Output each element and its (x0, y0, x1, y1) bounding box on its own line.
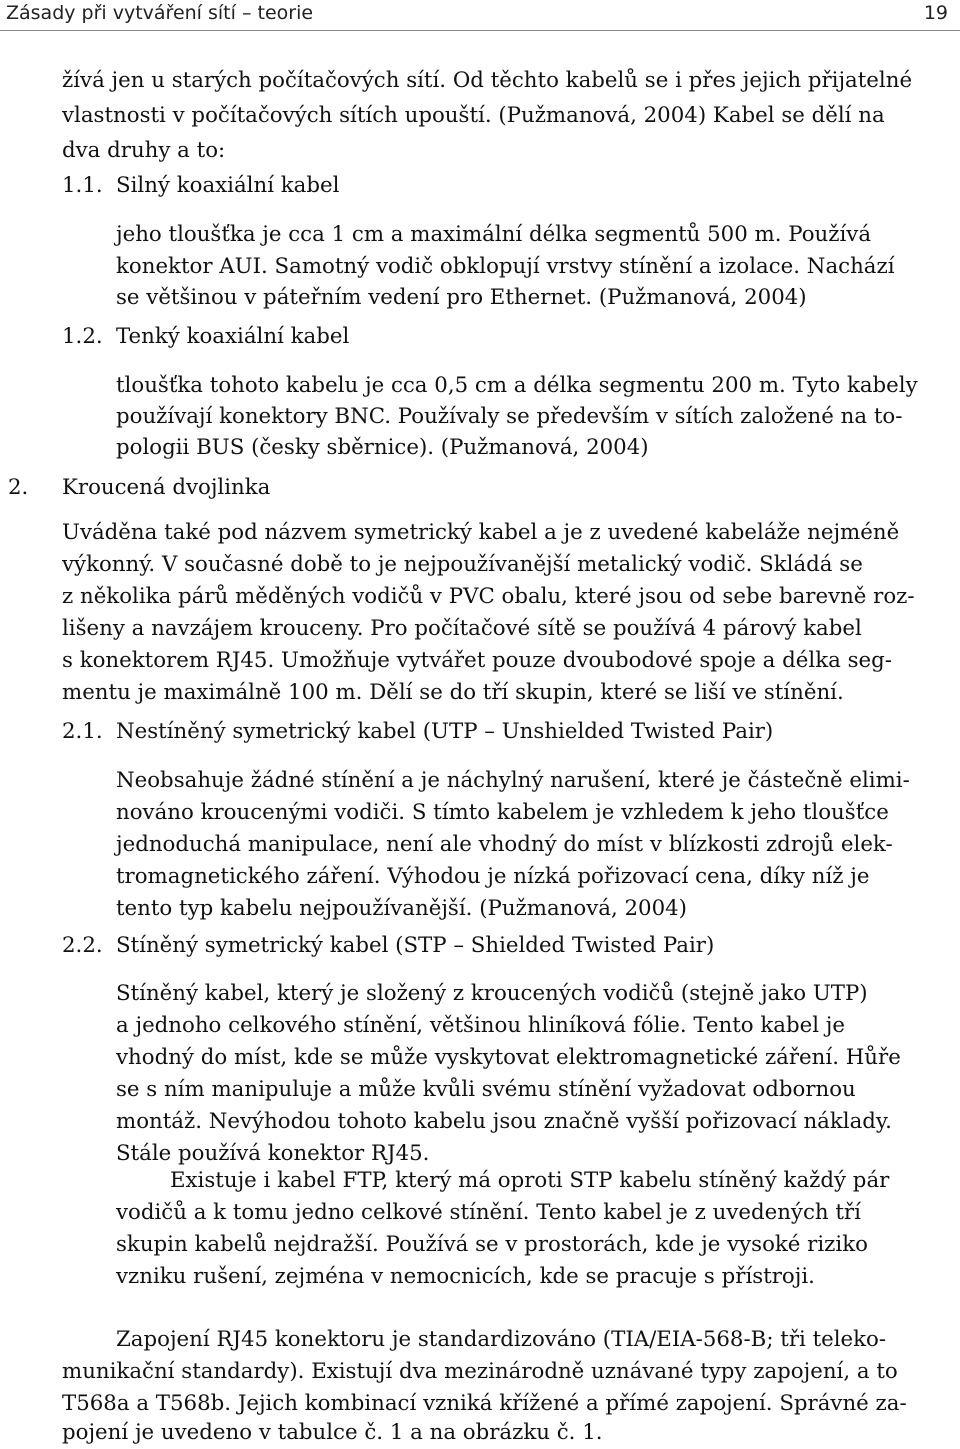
text-line: a jednoho celkového stínění, většinou hliníková fólie. Tento kabel je (116, 1013, 846, 1038)
text-line: výkonný. V současné době to je nejpoužívanější metalický vodič. Skládá se (62, 552, 863, 577)
text-line: žívá jen u starých počítačových sítí. Od těchto kabelů se i přes jejich přijatelné (62, 68, 913, 93)
text-line: vhodný do míst, kde se může vyskytovat elektromagnetické záření. Hůře (116, 1045, 901, 1070)
section-number: 2.1. (62, 719, 103, 744)
text-line: nováno kroucenými vodiči. S tímto kabelem je vzhledem k jeho tloušťce (116, 800, 889, 825)
text-line: T568a a T568b. Jejich kombinací vzniká křížené a přímé zapojení. Správné za- (62, 1391, 907, 1416)
section-heading-1-1 (62, 171, 339, 201)
text-line: vlastnosti v počítačových sítích upouští. (Pužmanová, 2004) Kabel se dělí na (62, 103, 885, 128)
text-line: jeho tloušťka je cca 1 cm a maximální délka segmentů 500 m. Používá (116, 222, 872, 247)
text-line: Stále používá konektor RJ45. (116, 1141, 430, 1166)
section-title: Nestíněný symetrický kabel (UTP – Unshielded Twisted Pair) (116, 719, 774, 744)
text-line: dva druhy a to: (62, 138, 226, 163)
text-line: pologii BUS (česky sběrnice). (Pužmanová, 2004) (116, 435, 649, 460)
section-number: 1.1. (62, 173, 103, 198)
text-line: s konektorem RJ45. Umožňuje vytvářet pouze dvoubodové spoje a délka seg- (62, 648, 892, 673)
section-heading-2-2 (62, 931, 714, 961)
text-line: Zapojení RJ45 konektoru je standardizováno (TIA/EIA-568-B; tři teleko- (116, 1327, 887, 1352)
section-title: Stíněný symetrický kabel (STP – Shielded Twisted Pair) (116, 933, 715, 958)
text-line: mentu je maximálně 100 m. Dělí se do tří skupin, které se liší ve stínění. (62, 680, 844, 705)
text-line: konektor AUI. Samotný vodič obklopují vrstvy stínění a izolace. Nachází (116, 254, 895, 279)
section-heading-1-2 (62, 322, 349, 352)
section-title: Silný koaxiální kabel (116, 173, 340, 198)
text-line: Existuje i kabel FTP, který má oproti STP kabelu stíněný každý pár (170, 1168, 890, 1193)
text-line: tloušťka tohoto kabelu je cca 0,5 cm a délka segmentu 200 m. Tyto kabely (116, 373, 918, 398)
text-line: tento typ kabelu nejpoužívanější. (Pužmanová, 2004) (116, 896, 687, 921)
text-line: tromagnetického záření. Výhodou je nízká pořizovací cena, díky níž je (116, 864, 870, 889)
text-line: skupin kabelů nejdražší. Používá se v prostorách, kde je vysoké riziko (116, 1232, 868, 1257)
section-title: Tenký koaxiální kabel (116, 324, 350, 349)
text-line: vzniku rušení, zejména v nemocnicích, kde se pracuje s přístroji. (116, 1264, 815, 1289)
section-heading-2 (8, 473, 270, 503)
text-line: pojení je uvedeno v tabulce č. 1 a na obrázku č. 1. (62, 1420, 603, 1445)
header-title: Zásady při vytváření sítí – teorie (6, 2, 314, 24)
text-line: používají konektory BNC. Používaly se především v sítích založené na to- (116, 404, 903, 429)
text-line: se s ním manipuluje a může kvůli svému stínění vyžadovat odbornou (116, 1077, 856, 1102)
text-line: montáž. Nevýhodou tohoto kabelu jsou značně vyšší pořizovací náklady. (116, 1109, 892, 1134)
section-number: 2.2. (62, 933, 103, 958)
text-line: z několika párů měděných vodičů v PVC obalu, které jsou od sebe barevně roz- (62, 584, 915, 609)
section-heading-2-1 (62, 717, 773, 747)
text-line: vodičů a k tomu jedno celkové stínění. Tento kabel je z uvedených tří (116, 1200, 861, 1225)
text-line: Stíněný kabel, který je složený z kroucených vodičů (stejně jako UTP) (116, 981, 868, 1006)
text-line: se většinou v páteřním vedení pro Ethernet. (Pužmanová, 2004) (116, 285, 807, 310)
section-title: Kroucená dvojlinka (62, 475, 271, 500)
page-number: 19 (923, 2, 948, 24)
section-number: 2. (8, 475, 29, 500)
text-line: Neobsahuje žádné stínění a je náchylný narušení, které je částečně elimi- (116, 768, 910, 793)
running-header (0, 0, 960, 31)
section-number: 1.2. (62, 324, 103, 349)
text-line: Uváděna také pod názvem symetrický kabel a je z uvedené kabeláže nejméně (62, 520, 900, 545)
text-line: munikační standardy). Existují dva mezinárodně uznávané typy zapojení, a to (62, 1359, 898, 1384)
text-line: lišeny a navzájem krouceny. Pro počítačové sítě se používá 4 párový kabel (62, 616, 862, 641)
text-line: jednoduchá manipulace, není ale vhodný do míst v blízkosti zdrojů elek- (116, 832, 893, 857)
